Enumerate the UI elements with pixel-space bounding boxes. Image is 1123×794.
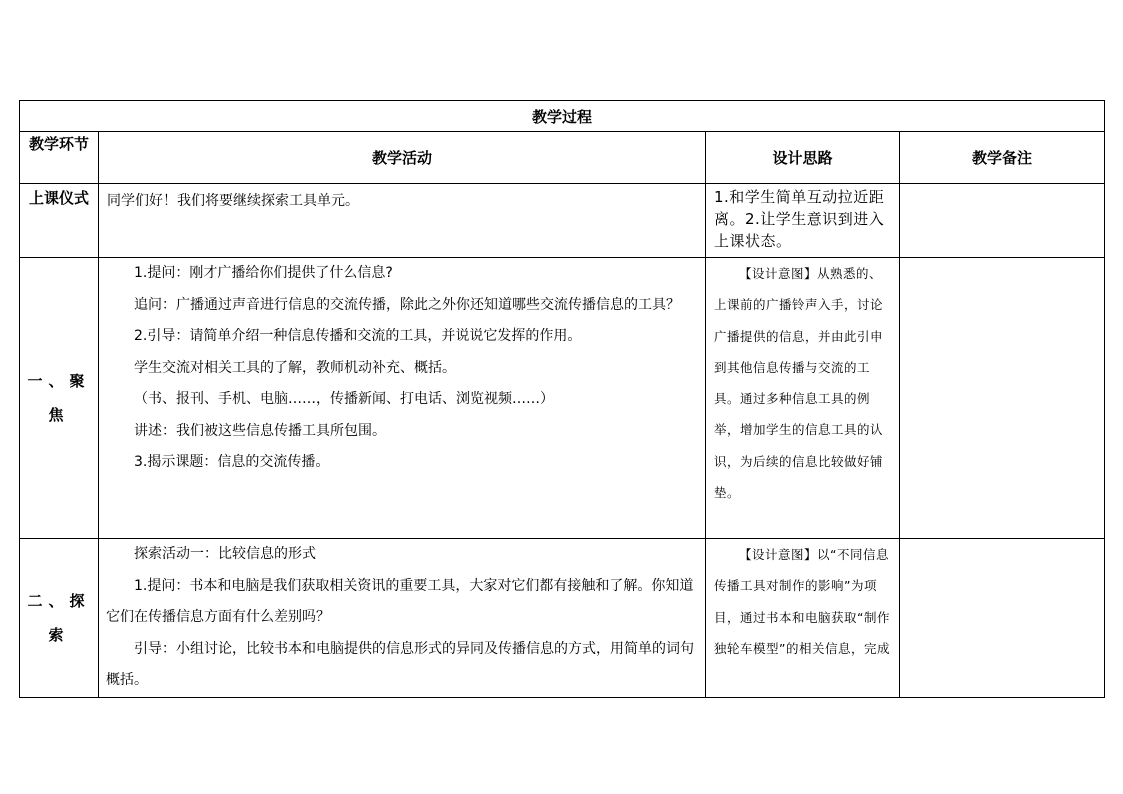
design-cell: [706, 539, 900, 698]
activity-line: 引导：小组讨论，比较书本和电脑提供的信息形式的异同及传播信息的方式，用简单的词句概括。: [106, 640, 694, 688]
activity-line: 2.引导：请简单介绍一种信息传播和交流的工具，并说说它发挥的作用。: [134, 328, 582, 344]
stage-cell: 上课仪式: [20, 184, 99, 258]
activity-line: 讲述：我们被这些信息传播工具所包围。: [134, 422, 386, 439]
activity-line: 学生交流对相关工具的了解，教师机动补充、概括。: [134, 359, 456, 376]
design-text: 【设计意图】从熟悉的、上课前的广播铃声入手，讨论广播提供的信息，并由此引申到其他信息传播与交流的工具。通过多种信息工具的例举，增加学生的信息工具的认识，为后续的信息比较做好铺垫。: [714, 266, 884, 501]
notes-cell: [900, 184, 1105, 258]
teaching-process-table: [19, 100, 1105, 698]
notes-cell: [900, 258, 1105, 539]
header-notes: 教学备注: [900, 132, 1105, 184]
activity-line: 3.揭示课题：信息的交流传播。: [134, 454, 330, 470]
activity-line: 探索活动一：比较信息的形式: [134, 546, 316, 562]
table-row: [20, 539, 1105, 698]
activity-line: 1.提问：刚才广播给你们提供了什么信息?: [134, 265, 393, 281]
stage-cell: 一、聚焦: [20, 258, 99, 539]
design-cell: [706, 258, 900, 539]
table-row: [20, 184, 1105, 258]
header-row: [20, 132, 1105, 184]
header-activity: 教学活动: [99, 132, 706, 184]
activity-cell: 同学们好！我们将要继续探索工具单元。: [99, 184, 706, 258]
activity-line: 1.提问：书本和电脑是我们获取相关资讯的重要工具，大家对它们都有接触和了解。你知道它们在传播信息方面有什么差别吗？: [106, 577, 694, 625]
design-text: 【设计意图】以“不同信息传播工具对制作的影响”为项目，通过书本和电脑获取“制作独轮车模型”的相关信息，完成: [714, 547, 890, 656]
activity-cell: [99, 539, 706, 698]
notes-cell: [900, 539, 1105, 698]
activity-line: （书、报刊、手机、电脑……，传播新闻、打电话、浏览视频……）: [134, 391, 554, 407]
activity-cell: [99, 258, 706, 539]
table-title: 教学过程: [20, 101, 1105, 132]
stage-cell: 二、探索: [20, 539, 99, 698]
table-row: [20, 258, 1105, 539]
design-cell: 1.和学生简单互动拉近距离。2.让学生意识到进入上课状态。: [706, 184, 900, 258]
header-stage: 教学环节: [20, 132, 99, 184]
activity-line: 追问：广播通过声音进行信息的交流传播，除此之外你还知道哪些交流传播信息的工具？: [134, 296, 680, 313]
header-design: 设计思路: [706, 132, 900, 184]
